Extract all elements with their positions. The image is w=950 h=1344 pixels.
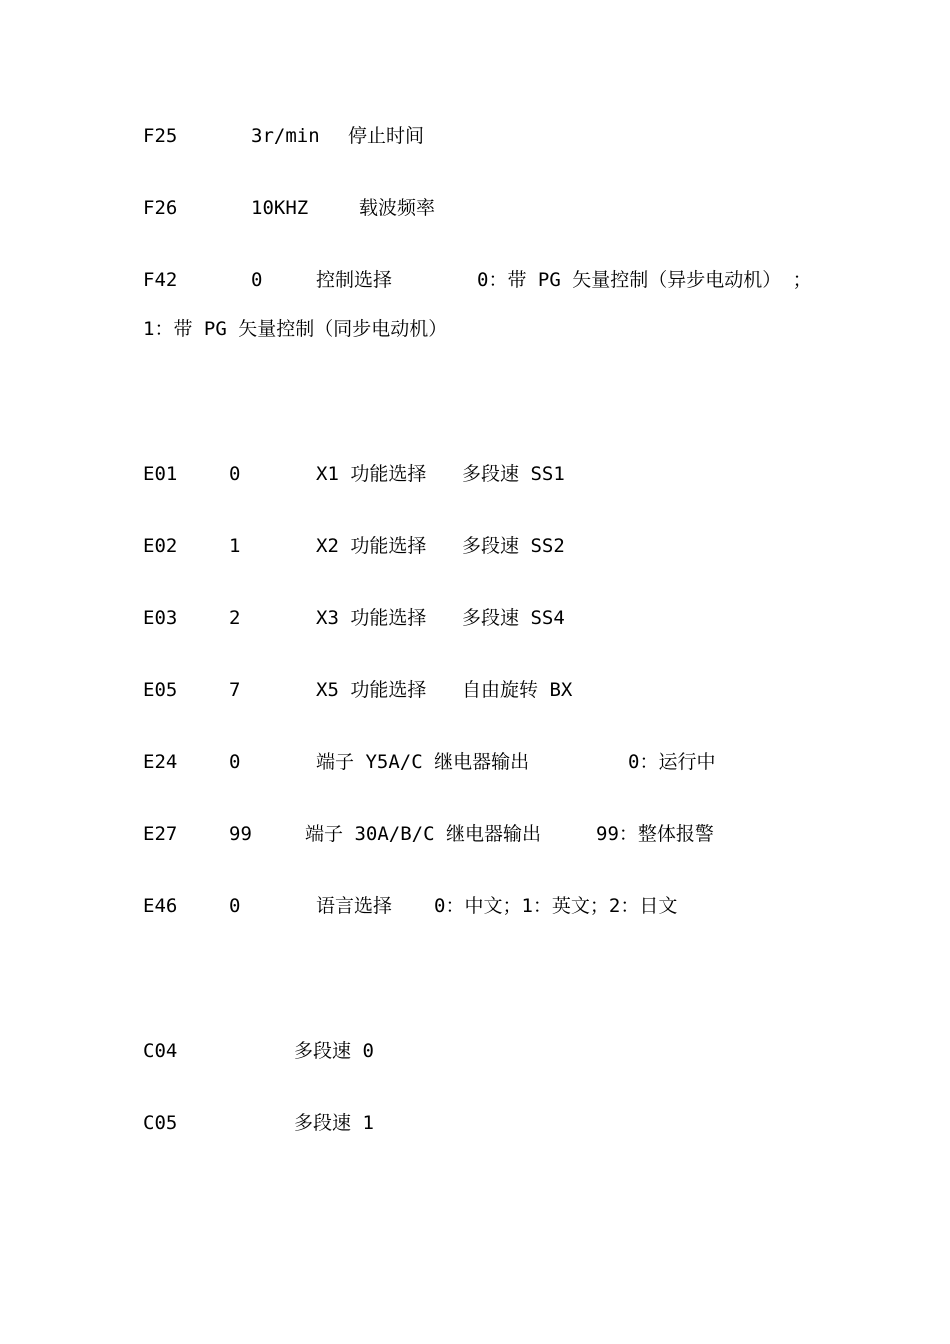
param-code: E46 [143,895,178,917]
param-row-f26 [0,193,950,223]
param-value: 0 [229,895,241,917]
param-value: 1 [229,535,241,557]
param-value: 0 [229,751,241,773]
param-row-e27 [0,819,950,849]
param-note: 多段速 SS4 [462,607,565,629]
param-row-f25 [0,121,950,151]
param-name: 多段速 1 [294,1112,374,1134]
param-value: 0 [229,463,241,485]
param-code: E27 [143,823,178,845]
param-code: C04 [143,1040,178,1062]
param-value: 0 [251,269,263,291]
param-code: F42 [143,269,178,291]
param-code: E05 [143,679,178,701]
param-row-e24 [0,747,950,777]
param-note: 1：带 PG 矢量控制（同步电动机） [143,318,448,340]
param-name: X5 功能选择 [316,679,427,701]
param-name: 端子 30A/B/C 继电器输出 [305,823,541,845]
param-name: 控制选择 [316,269,393,291]
param-note: 99：整体报警 [596,823,714,845]
param-value: 3r/min [251,125,320,147]
param-value: 10KHZ [251,197,309,219]
param-note: 自由旋转 BX [462,679,573,701]
param-name: 载波频率 [359,197,436,219]
param-name: 语言选择 [316,895,393,917]
param-row-c04 [0,1036,950,1066]
param-note: 0：运行中 [628,751,716,773]
param-value: 7 [229,679,241,701]
param-row-c05 [0,1108,950,1138]
param-row-e46 [0,891,950,921]
param-note-continuation [0,314,950,344]
param-note: 0：带 PG 矢量控制（异步电动机） ； [477,269,812,291]
param-value: 99 [229,823,252,845]
param-code: C05 [143,1112,178,1134]
param-row-f42 [0,265,950,295]
param-name: 停止时间 [348,125,425,147]
param-code: E01 [143,463,178,485]
param-value: 2 [229,607,241,629]
param-note: 多段速 SS1 [462,463,565,485]
param-name: X2 功能选择 [316,535,427,557]
param-row-e01 [0,459,950,489]
param-note: 多段速 SS2 [462,535,565,557]
param-note: 0：中文；1：英文；2：日文 [434,895,678,917]
param-row-e05 [0,675,950,705]
param-code: E03 [143,607,178,629]
param-code: F25 [143,125,178,147]
param-name: X3 功能选择 [316,607,427,629]
param-code: F26 [143,197,178,219]
param-name: 多段速 0 [294,1040,374,1062]
param-name: X1 功能选择 [316,463,427,485]
param-code: E24 [143,751,178,773]
param-row-e03 [0,603,950,633]
param-code: E02 [143,535,178,557]
param-name: 端子 Y5A/C 继电器输出 [316,751,530,773]
param-row-e02 [0,531,950,561]
